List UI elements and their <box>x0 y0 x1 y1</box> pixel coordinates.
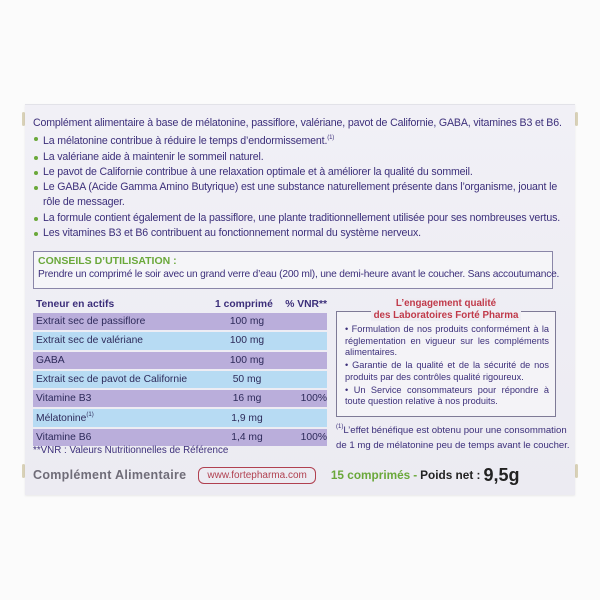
benefit-item <box>33 165 573 180</box>
actives-table <box>33 296 327 448</box>
vnr-note: **VNR : Valeurs Nutritionnelles de Référence <box>33 445 229 456</box>
benefit-item <box>33 180 573 211</box>
active-amount: 1,9 mg <box>231 412 263 424</box>
header-actives: Teneur en actifs <box>36 299 115 310</box>
table-header <box>33 296 327 313</box>
box-flap-right <box>575 112 578 126</box>
usage-advice-text: Prendre un comprimé le soir avec un grand verre d’eau (200 ml), une demi-heure avant le coucher. Sans accoutumance. <box>38 269 560 280</box>
quality-title-line1: L’engagement qualité <box>393 298 499 309</box>
active-amount: 100 mg <box>229 335 265 347</box>
website-link[interactable]: www.fortepharma.com <box>198 467 315 484</box>
header-per-tablet: 1 comprimé <box>215 299 273 310</box>
active-name: Extrait sec de passiflore <box>36 316 146 328</box>
table-row <box>33 352 327 369</box>
benefit-text: Les vitamines B3 et B6 contribuent au fonctionnement normal du système nerveux. <box>43 227 421 240</box>
product-box-back <box>25 104 575 495</box>
product-description <box>33 116 573 241</box>
usage-advice-title: CONSEILS D’UTILISATION : <box>38 255 177 267</box>
table-row <box>33 332 327 349</box>
melatonin-footnote <box>336 420 576 453</box>
footnote-ref: (1) <box>336 424 344 430</box>
product-category: Complément Alimentaire <box>33 468 187 482</box>
description-lead: Complément alimentaire à base de mélatonine, passiflore, valériane, pavot de Californie, GABA, vitamines B3 et B6. <box>33 117 562 129</box>
active-name: Mélatonine <box>36 413 87 425</box>
active-name: Extrait sec de valériane <box>36 335 144 347</box>
active-amount: 50 mg <box>232 374 262 386</box>
active-amount: 1,4 mg <box>231 431 263 443</box>
benefit-item <box>33 226 573 241</box>
net-weight-value: 9,5g <box>483 464 520 485</box>
quality-list <box>337 312 555 408</box>
footnote-ref: (1) <box>86 412 94 419</box>
quality-commitment-box <box>336 298 556 417</box>
table-row <box>33 313 327 330</box>
active-vnr: 100% <box>300 431 327 443</box>
quality-item: • Un Service consommateurs pour répondre à toute question relative à nos produits. <box>345 384 549 407</box>
active-amount: 16 mg <box>232 393 262 405</box>
benefit-item <box>33 150 573 165</box>
tablet-count: 15 comprimés <box>330 468 411 482</box>
active-name: Extrait sec de pavot de Californie <box>36 374 188 386</box>
header-vnr: % VNR** <box>285 299 327 310</box>
net-weight-label: Poids net : <box>420 468 481 482</box>
footnote-text: L’effet bénéfique est obtenu pour une consommation de 1 mg de mélatonine peu de temps avant le coucher. <box>336 425 570 451</box>
benefit-text: La mélatonine contribue à réduire le temps d’endormissement. <box>43 135 328 148</box>
table-row <box>33 390 327 407</box>
benefit-text: La valériane aide à maintenir le sommeil naturel. <box>43 150 264 163</box>
active-name-cell <box>33 412 211 424</box>
active-vnr: 100% <box>300 393 327 405</box>
quality-item-text: Garantie de la qualité et de la sécurité de nos produits par des contrôles qualité rigoureux. <box>345 360 549 382</box>
benefit-text: Le GABA (Acide Gamma Amino Butyrique) est une substance naturellement présente dans l’organisme, jouant le rôle de messager. <box>43 181 558 209</box>
quality-item-text: Formulation de nos produits conformément à la réglementation en vigueur sur les compléments alimentaires. <box>345 324 549 358</box>
footnote-ref: (1) <box>327 135 335 142</box>
quality-item-text: Un Service consommateurs pour répondre à toute question relative à nos produits. <box>345 384 549 407</box>
active-name: GABA <box>36 354 65 366</box>
quality-title-line2: des Laboratoires Forté Pharma <box>371 310 522 321</box>
quality-item: • Garantie de la qualité et de la sécurité de nos produits par des contrôles qualité rigoureux. <box>345 360 549 382</box>
table-row <box>33 409 327 426</box>
table-row <box>33 429 327 446</box>
benefits-list <box>33 131 573 241</box>
bottom-bar <box>33 464 568 486</box>
usage-advice-box <box>33 251 560 289</box>
table-row <box>33 371 327 388</box>
benefit-item <box>33 131 573 149</box>
separator: - <box>413 468 418 482</box>
active-name: Vitamine B6 <box>36 431 92 443</box>
benefit-text: Le pavot de Californie contribue à une relaxation optimale et à améliorer la qualité du sommeil. <box>43 165 473 178</box>
quality-item: • Formulation de nos produits conformément à la réglementation en vigueur sur les compléments alimentaires. <box>345 324 549 358</box>
benefit-text: La formule contient également de la passiflore, une plante traditionnellement utilisée pour ses nombreuses vertus. <box>43 211 561 224</box>
benefit-item <box>33 211 573 226</box>
box-flap-bottom-right <box>575 464 578 478</box>
active-name: Vitamine B3 <box>36 393 92 405</box>
active-amount: 100 mg <box>229 354 265 366</box>
quality-title <box>337 298 555 322</box>
active-amount: 100 mg <box>229 316 265 328</box>
